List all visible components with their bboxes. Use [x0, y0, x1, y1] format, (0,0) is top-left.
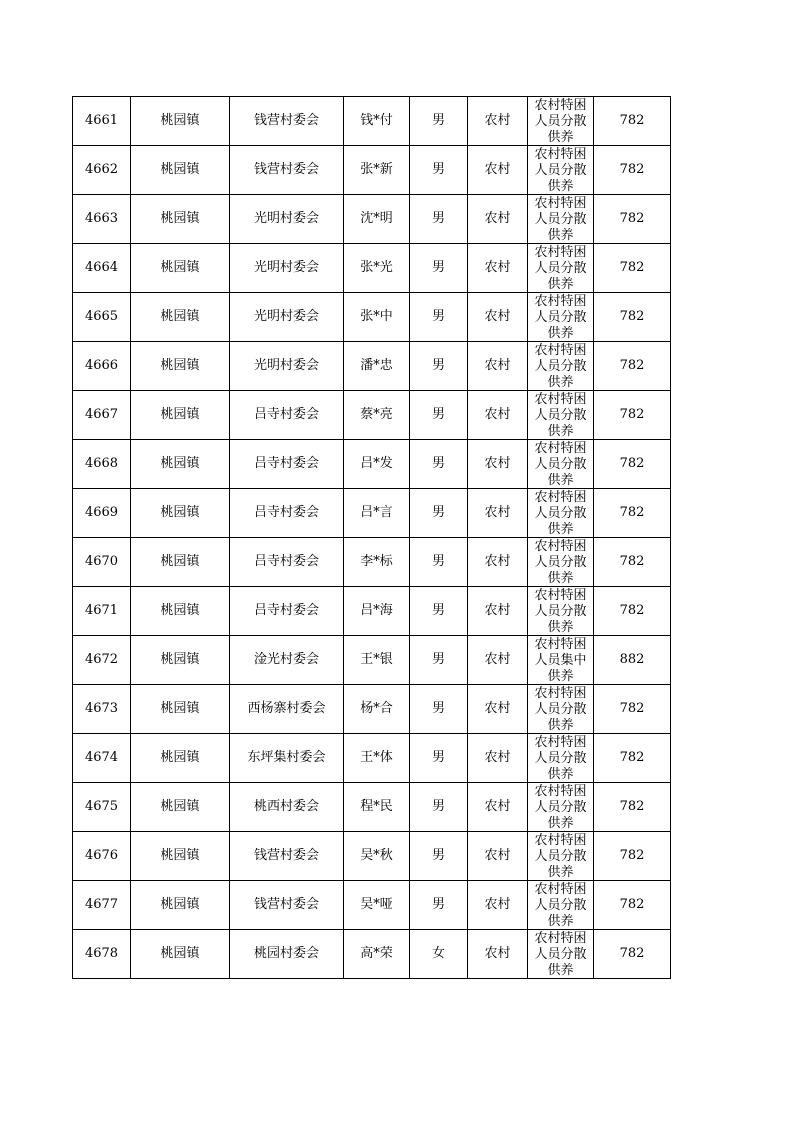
area-cell: 农村	[468, 832, 528, 881]
table-row	[73, 832, 671, 881]
table-row	[73, 195, 671, 244]
person-name-cell: 吴*哑	[344, 881, 410, 930]
gender-cell: 男	[410, 244, 468, 293]
record-id-cell: 4671	[73, 587, 131, 636]
record-id-cell: 4673	[73, 685, 131, 734]
amount-cell: 782	[594, 783, 671, 832]
record-id-cell: 4670	[73, 538, 131, 587]
town-cell: 桃园镇	[131, 636, 230, 685]
support-type-text: 农村特困人员分散供养	[534, 882, 587, 929]
support-type-text: 农村特困人员分散供养	[534, 196, 587, 243]
town-cell: 桃园镇	[131, 685, 230, 734]
record-id-cell: 4667	[73, 391, 131, 440]
support-type-cell	[528, 930, 594, 979]
amount-cell: 782	[594, 146, 671, 195]
area-cell: 农村	[468, 685, 528, 734]
table-row	[73, 342, 671, 391]
town-cell: 桃园镇	[131, 97, 230, 146]
amount-cell: 782	[594, 685, 671, 734]
record-id-cell: 4662	[73, 146, 131, 195]
area-cell: 农村	[468, 342, 528, 391]
support-type-cell	[528, 881, 594, 930]
person-name-cell: 程*民	[344, 783, 410, 832]
town-cell: 桃园镇	[131, 195, 230, 244]
gender-cell: 男	[410, 734, 468, 783]
person-name-cell: 张*光	[344, 244, 410, 293]
gender-cell: 男	[410, 195, 468, 244]
gender-cell: 男	[410, 685, 468, 734]
support-type-text: 农村特困人员分散供养	[534, 686, 587, 733]
village-cell: 光明村委会	[230, 293, 344, 342]
town-cell: 桃园镇	[131, 930, 230, 979]
record-id-cell: 4674	[73, 734, 131, 783]
area-cell: 农村	[468, 489, 528, 538]
support-type-cell	[528, 636, 594, 685]
support-type-cell	[528, 489, 594, 538]
gender-cell: 男	[410, 538, 468, 587]
support-type-text: 农村特困人员分散供养	[534, 147, 587, 194]
record-id-cell: 4665	[73, 293, 131, 342]
village-cell: 吕寺村委会	[230, 538, 344, 587]
table-row	[73, 293, 671, 342]
village-cell: 钱营村委会	[230, 832, 344, 881]
town-cell: 桃园镇	[131, 146, 230, 195]
record-id-cell: 4675	[73, 783, 131, 832]
record-id-cell: 4664	[73, 244, 131, 293]
support-type-text: 农村特困人员分散供养	[534, 588, 587, 635]
amount-cell: 782	[594, 195, 671, 244]
amount-cell: 782	[594, 244, 671, 293]
table-row	[73, 440, 671, 489]
person-name-cell: 吕*发	[344, 440, 410, 489]
village-cell: 光明村委会	[230, 342, 344, 391]
person-name-cell: 吴*秋	[344, 832, 410, 881]
town-cell: 桃园镇	[131, 587, 230, 636]
village-cell: 吕寺村委会	[230, 440, 344, 489]
support-type-text: 农村特困人员分散供养	[534, 441, 587, 488]
person-name-cell: 蔡*亮	[344, 391, 410, 440]
town-cell: 桃园镇	[131, 783, 230, 832]
support-type-cell	[528, 783, 594, 832]
amount-cell: 782	[594, 97, 671, 146]
table-row	[73, 881, 671, 930]
gender-cell: 男	[410, 783, 468, 832]
support-type-cell	[528, 195, 594, 244]
town-cell: 桃园镇	[131, 832, 230, 881]
area-cell: 农村	[468, 391, 528, 440]
person-name-cell: 高*荣	[344, 930, 410, 979]
record-id-cell: 4678	[73, 930, 131, 979]
gender-cell: 男	[410, 440, 468, 489]
area-cell: 农村	[468, 930, 528, 979]
amount-cell: 782	[594, 734, 671, 783]
support-type-text: 农村特困人员分散供养	[534, 735, 587, 782]
support-type-cell	[528, 293, 594, 342]
support-type-text: 农村特困人员分散供养	[534, 392, 587, 439]
records-table	[72, 96, 671, 979]
area-cell: 农村	[468, 538, 528, 587]
gender-cell: 男	[410, 587, 468, 636]
support-type-text: 农村特困人员分散供养	[534, 245, 587, 292]
gender-cell: 男	[410, 146, 468, 195]
area-cell: 农村	[468, 440, 528, 489]
person-name-cell: 沈*明	[344, 195, 410, 244]
amount-cell: 782	[594, 881, 671, 930]
gender-cell: 女	[410, 930, 468, 979]
support-type-text: 农村特困人员分散供养	[534, 98, 587, 145]
gender-cell: 男	[410, 293, 468, 342]
table-row	[73, 244, 671, 293]
person-name-cell: 王*银	[344, 636, 410, 685]
village-cell: 吕寺村委会	[230, 587, 344, 636]
support-type-cell	[528, 391, 594, 440]
support-type-text: 农村特困人员分散供养	[534, 490, 587, 537]
table-row	[73, 685, 671, 734]
amount-cell: 782	[594, 391, 671, 440]
support-type-text: 农村特困人员集中供养	[534, 637, 587, 684]
village-cell: 西杨寨村委会	[230, 685, 344, 734]
support-type-text: 农村特困人员分散供养	[534, 343, 587, 390]
support-type-text: 农村特困人员分散供养	[534, 833, 587, 880]
person-name-cell: 杨*合	[344, 685, 410, 734]
area-cell: 农村	[468, 783, 528, 832]
support-type-text: 农村特困人员分散供养	[534, 931, 587, 978]
person-name-cell: 张*新	[344, 146, 410, 195]
town-cell: 桃园镇	[131, 440, 230, 489]
gender-cell: 男	[410, 391, 468, 440]
area-cell: 农村	[468, 97, 528, 146]
gender-cell: 男	[410, 489, 468, 538]
town-cell: 桃园镇	[131, 293, 230, 342]
village-cell: 钱营村委会	[230, 97, 344, 146]
amount-cell: 782	[594, 342, 671, 391]
table-row	[73, 489, 671, 538]
person-name-cell: 吕*海	[344, 587, 410, 636]
village-cell: 吕寺村委会	[230, 391, 344, 440]
town-cell: 桃园镇	[131, 881, 230, 930]
village-cell: 桃园村委会	[230, 930, 344, 979]
table-row	[73, 97, 671, 146]
village-cell: 东坪集村委会	[230, 734, 344, 783]
area-cell: 农村	[468, 734, 528, 783]
person-name-cell: 王*体	[344, 734, 410, 783]
record-id-cell: 4661	[73, 97, 131, 146]
amount-cell: 782	[594, 293, 671, 342]
support-type-cell	[528, 342, 594, 391]
village-cell: 桃西村委会	[230, 783, 344, 832]
village-cell: 吕寺村委会	[230, 489, 344, 538]
support-type-cell	[528, 734, 594, 783]
support-type-cell	[528, 440, 594, 489]
town-cell: 桃园镇	[131, 244, 230, 293]
amount-cell: 782	[594, 930, 671, 979]
area-cell: 农村	[468, 244, 528, 293]
table-row	[73, 930, 671, 979]
amount-cell: 782	[594, 832, 671, 881]
area-cell: 农村	[468, 146, 528, 195]
table-body	[73, 97, 671, 979]
gender-cell: 男	[410, 342, 468, 391]
support-type-text: 农村特困人员分散供养	[534, 784, 587, 831]
area-cell: 农村	[468, 881, 528, 930]
table-row	[73, 636, 671, 685]
person-name-cell: 钱*付	[344, 97, 410, 146]
amount-cell: 782	[594, 538, 671, 587]
town-cell: 桃园镇	[131, 342, 230, 391]
village-cell: 钱营村委会	[230, 146, 344, 195]
record-id-cell: 4676	[73, 832, 131, 881]
person-name-cell: 张*中	[344, 293, 410, 342]
village-cell: 光明村委会	[230, 195, 344, 244]
table-row	[73, 538, 671, 587]
record-id-cell: 4669	[73, 489, 131, 538]
table-row	[73, 391, 671, 440]
town-cell: 桃园镇	[131, 734, 230, 783]
table-row	[73, 734, 671, 783]
record-id-cell: 4672	[73, 636, 131, 685]
area-cell: 农村	[468, 293, 528, 342]
record-id-cell: 4663	[73, 195, 131, 244]
table-row	[73, 587, 671, 636]
area-cell: 农村	[468, 636, 528, 685]
record-id-cell: 4668	[73, 440, 131, 489]
support-type-cell	[528, 97, 594, 146]
town-cell: 桃园镇	[131, 538, 230, 587]
record-id-cell: 4666	[73, 342, 131, 391]
support-type-cell	[528, 587, 594, 636]
table-row	[73, 783, 671, 832]
village-cell: 钱营村委会	[230, 881, 344, 930]
support-type-cell	[528, 538, 594, 587]
area-cell: 农村	[468, 587, 528, 636]
town-cell: 桃园镇	[131, 489, 230, 538]
support-type-cell	[528, 244, 594, 293]
support-type-text: 农村特困人员分散供养	[534, 539, 587, 586]
person-name-cell: 李*标	[344, 538, 410, 587]
gender-cell: 男	[410, 636, 468, 685]
village-cell: 光明村委会	[230, 244, 344, 293]
gender-cell: 男	[410, 881, 468, 930]
support-type-cell	[528, 685, 594, 734]
support-type-text: 农村特困人员分散供养	[534, 294, 587, 341]
amount-cell: 782	[594, 440, 671, 489]
area-cell: 农村	[468, 195, 528, 244]
person-name-cell: 潘*忠	[344, 342, 410, 391]
town-cell: 桃园镇	[131, 391, 230, 440]
village-cell: 淦光村委会	[230, 636, 344, 685]
amount-cell: 882	[594, 636, 671, 685]
gender-cell: 男	[410, 832, 468, 881]
support-type-cell	[528, 146, 594, 195]
person-name-cell: 吕*言	[344, 489, 410, 538]
amount-cell: 782	[594, 489, 671, 538]
record-id-cell: 4677	[73, 881, 131, 930]
support-type-cell	[528, 832, 594, 881]
amount-cell: 782	[594, 587, 671, 636]
gender-cell: 男	[410, 97, 468, 146]
table-row	[73, 146, 671, 195]
